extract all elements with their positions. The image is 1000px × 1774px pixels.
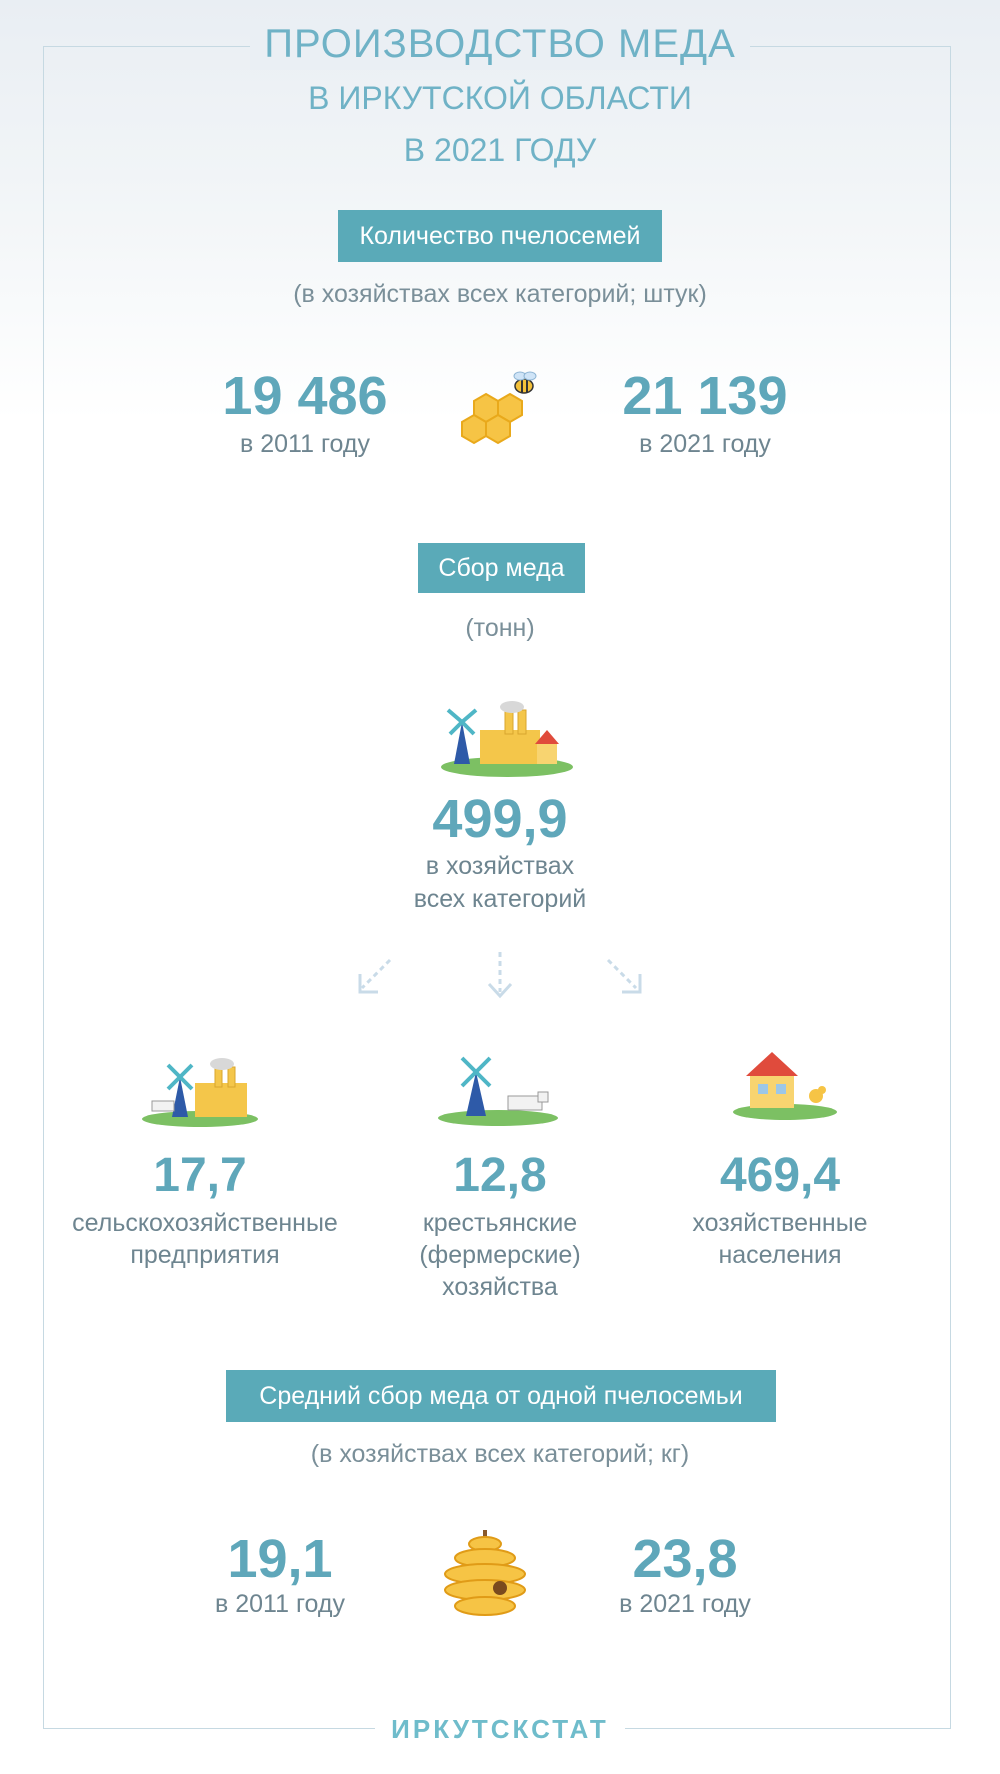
colonies-2011-value: 19 486 (222, 366, 388, 426)
average-2011-label: в 2011 году (215, 1590, 345, 1618)
arrow-down-icon (475, 948, 525, 1002)
colonies-2011-label: в 2011 году (240, 430, 370, 458)
title-line-3: В 2021 ГОДУ (403, 132, 597, 168)
arrow-down-right-icon (600, 952, 650, 1002)
breakdown-household-value: 469,4 (719, 1149, 841, 1202)
agri-enterprise-icon (140, 1055, 260, 1130)
colonies-subtitle: (в хозяйствах всех категорий; штук) (293, 280, 707, 308)
farmer-windmill-icon (436, 1050, 561, 1130)
breakdown-farm-label-1: крестьянские (422, 1209, 578, 1237)
breakdown-household-label-1: хозяйственные (692, 1209, 868, 1237)
average-subtitle: (в хозяйствах всех категорий; кг) (310, 1440, 690, 1468)
colonies-2021-label: в 2021 году (639, 430, 771, 458)
household-house-icon (730, 1046, 840, 1122)
title-line-2: В ИРКУТСКОЙ ОБЛАСТИ (308, 80, 692, 116)
honey-total-label-1: в хозяйствах (425, 852, 575, 880)
breakdown-household-label-2: населения (718, 1241, 842, 1269)
honey-total-value: 499,9 (432, 789, 568, 849)
honey-badge: Сбор меда (418, 543, 585, 593)
honey-total-label-2: всех категорий (413, 885, 587, 913)
title-line-1: ПРОИЗВОДСТВО МЕДА (264, 22, 736, 66)
breakdown-agri-value: 17,7 (153, 1149, 247, 1202)
colonies-2021-value: 21 139 (622, 366, 788, 426)
bee-honeycomb-icon (450, 368, 550, 468)
breakdown-agri-label-1: сельскохозяйственные (72, 1209, 338, 1237)
beehive-icon (438, 1530, 533, 1625)
average-2011-value: 19,1 (227, 1529, 333, 1589)
colonies-badge: Количество пчелосемей (338, 210, 662, 262)
breakdown-farm-label-3: хозяйства (442, 1273, 558, 1301)
breakdown-agri-label-2: предприятия (130, 1241, 280, 1269)
arrow-down-left-icon (350, 952, 400, 1002)
honey-subtitle: (тонн) (465, 614, 535, 642)
average-2021-label: в 2021 году (619, 1590, 751, 1618)
farm-factory-icon (440, 700, 575, 780)
breakdown-farm-label-2: (фермерские) (419, 1241, 581, 1269)
average-badge: Средний сбор меда от одной пчелосемьи (226, 1370, 776, 1422)
average-2021-value: 23,8 (632, 1529, 738, 1589)
footer-brand: ИРКУТСКСТАТ (391, 1714, 609, 1744)
breakdown-farm-value: 12,8 (453, 1149, 547, 1202)
